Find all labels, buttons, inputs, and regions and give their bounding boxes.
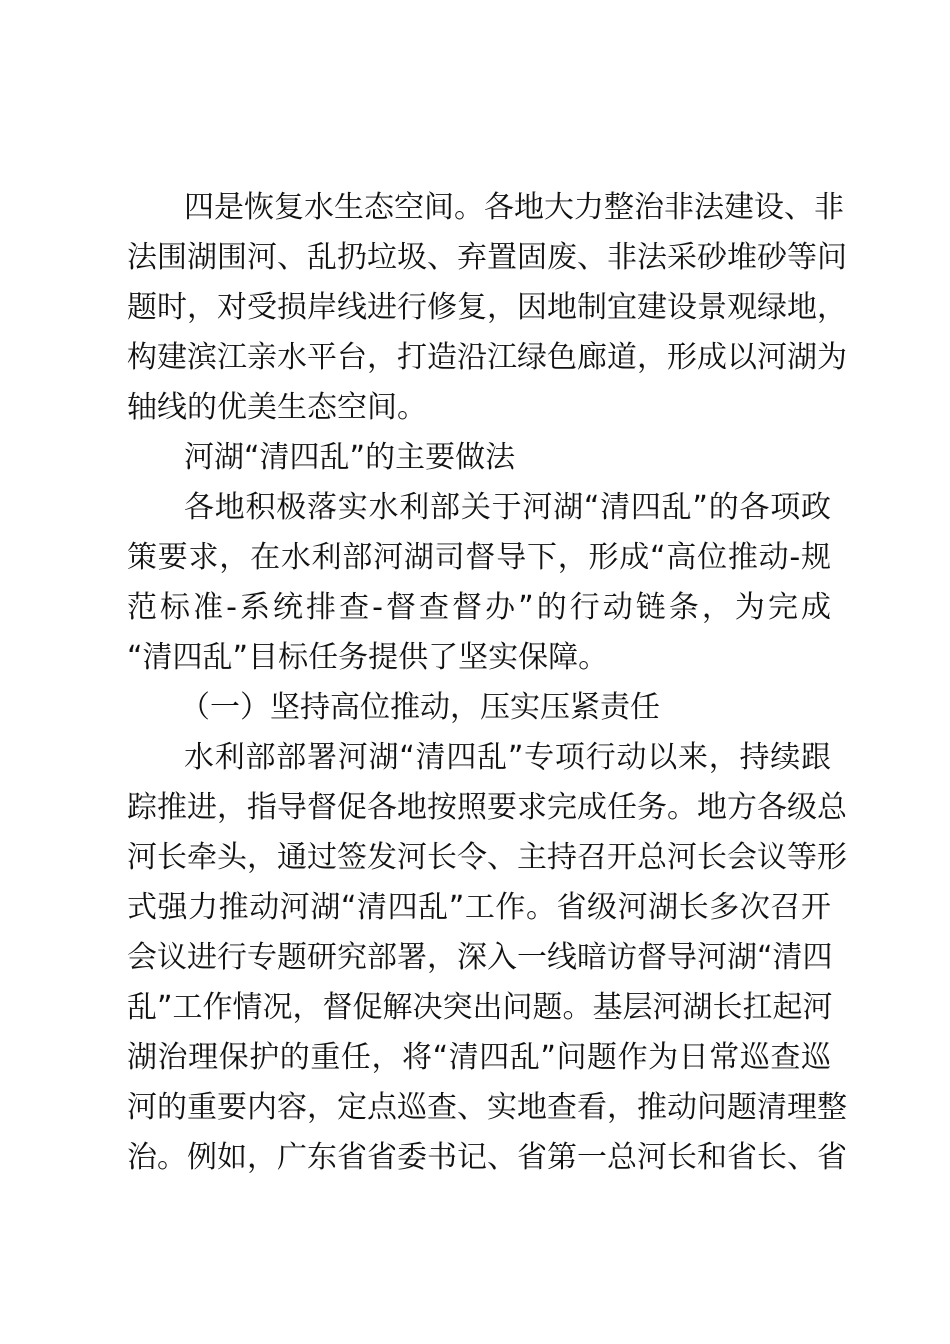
paragraph-3-line-4: 式强力推动河湖“清四乱”工作。省级河湖长多次召开	[127, 890, 831, 925]
section-heading: 河湖“清四乱”的主要做法	[184, 440, 516, 475]
subsection-heading: （一）坚持高位推动，压实压紧责任	[180, 690, 660, 725]
paragraph-3-line-6: 乱”工作情况，督促解决突出问题。基层河湖长扛起河	[127, 990, 833, 1025]
paragraph-2-line-3: 范标准-系统排查-督查督办”的行动链条，为完成	[127, 590, 831, 625]
paragraph-2-line-1: 各地积极落实水利部关于河湖“清四乱”的各项政	[184, 490, 831, 525]
paragraph-1-line-2: 法围湖围河、乱扔垃圾、弃置固废、非法采砂堆砂等问	[127, 240, 847, 275]
paragraph-3-line-1: 水利部部署河湖“清四乱”专项行动以来，持续跟	[184, 740, 831, 775]
paragraph-1-line-5: 轴线的优美生态空间。	[127, 390, 427, 425]
paragraph-3-line-3: 河长牵头，通过签发河长令、主持召开总河长会议等形	[127, 840, 847, 875]
paragraph-1-line-3: 题时，对受损岸线进行修复，因地制宜建设景观绿地，	[127, 290, 847, 325]
paragraph-1-line-4: 构建滨江亲水平台，打造沿江绿色廊道，形成以河湖为	[127, 340, 847, 375]
paragraph-2-line-4: “清四乱”目标任务提供了坚实保障。	[127, 640, 609, 675]
paragraph-3-line-7: 湖治理保护的重任，将“清四乱”问题作为日常巡查巡	[127, 1040, 831, 1075]
paragraph-3-line-2: 踪推进，指导督促各地按照要求完成任务。地方各级总	[127, 790, 847, 825]
paragraph-3-line-8: 河的重要内容，定点巡查、实地查看，推动问题清理整	[127, 1090, 847, 1125]
paragraph-1-line-1: 四是恢复水生态空间。各地大力整治非法建设、非	[184, 190, 844, 225]
paragraph-3-line-9: 治。例如，广东省省委书记、省第一总河长和省长、省	[127, 1140, 847, 1175]
paragraph-3-line-5: 会议进行专题研究部署，深入一线暗访督导河湖“清四	[127, 940, 833, 975]
paragraph-2-line-2: 策要求，在水利部河湖司督导下，形成“高位推动-规	[127, 540, 831, 575]
